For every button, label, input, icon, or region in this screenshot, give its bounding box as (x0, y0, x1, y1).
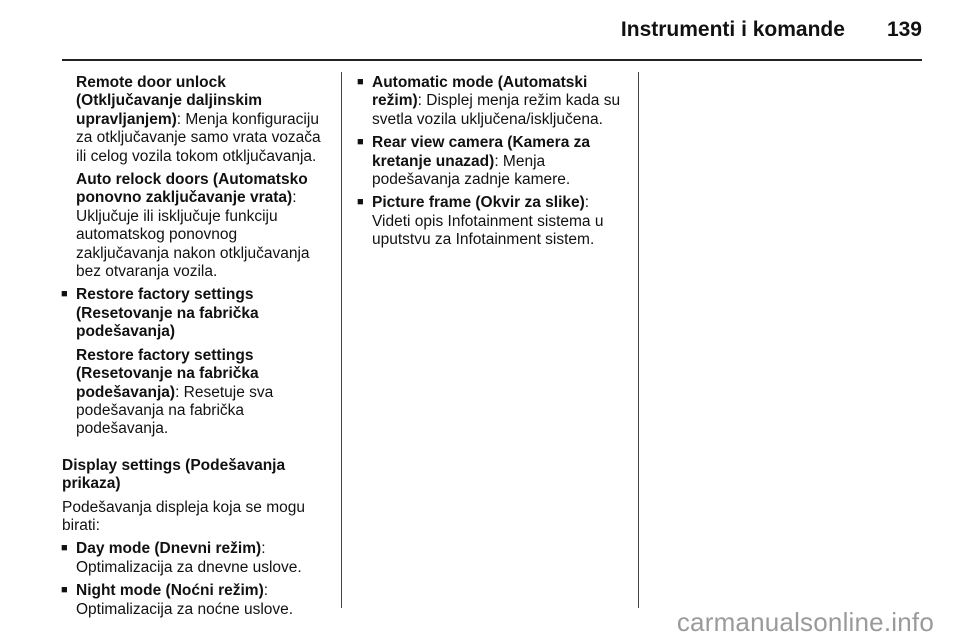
term-automatic-mode: Automatic mode (Automatski režim) (372, 74, 588, 110)
display-settings-intro: Podešavanja displeja koja se mogu birati: (62, 498, 305, 534)
page-number: 139 (886, 18, 922, 41)
desc-automatic-mode: : Displej menja režim kada su svetla vozila uključena/isključena. (372, 92, 621, 128)
term-day-mode: Day mode (Dnevni režim) (76, 540, 262, 558)
term-restore-factory: Restore factory settings (Resetovanje na fabrička podešavanja) (76, 346, 259, 401)
column-right (358, 74, 630, 255)
header-rule (62, 59, 922, 61)
term-night-mode: Night mode (Noćni režim) (76, 582, 264, 600)
item-restore-factory (62, 347, 330, 439)
page-header (621, 18, 922, 42)
desc-day-mode: : Optimalizacija za dnevne uslove. (76, 540, 302, 576)
bullet-automatic-mode (358, 74, 630, 129)
term-rear-view-camera: Rear view camera (Kamera za kretanje unazad) (372, 134, 590, 170)
bullet-day-mode (62, 540, 330, 577)
item-remote-door-unlock (62, 74, 330, 166)
term-picture-frame: Picture frame (Okvir za slike) (372, 194, 585, 212)
header-title: Instrumenti i komande (620, 18, 845, 41)
desc-auto-relock: : Uključuje ili isključuje funkciju automatskog ponovnog zaključavanja nakon otključavanja bez otvaranja vozila. (76, 189, 310, 281)
desc-remote-door-unlock: : Menja konfiguraciju za otključavanje samo vrata vozača ili celog vozila tokom otključavanja. (76, 110, 321, 165)
desc-night-mode: : Optimalizacija za noćne uslove. (76, 582, 294, 618)
desc-rear-view-camera: : Menja podešavanja zadnje kamere. (372, 152, 571, 189)
column-divider-1 (341, 72, 342, 608)
bullet-picture-frame (358, 194, 630, 249)
display-settings-heading: Display settings (Podešavanja prikaza) (62, 456, 286, 493)
term-auto-relock: Auto relock doors (Automatsko ponovno zaključavanje vrata) (76, 171, 308, 207)
bullet-rear-view-camera (358, 134, 630, 189)
desc-picture-frame: : Videti opis Infotainment sistema u uputstvu za Infotainment sistem. (372, 194, 604, 249)
term-remote-door-unlock: Remote door unlock (Otključavanje daljinskim upravljanjem) (76, 74, 263, 128)
desc-restore-factory: : Resetuje sva podešavanja na fabrička podešavanja. (76, 383, 274, 438)
bullet-night-mode (62, 582, 330, 619)
column-divider-2 (638, 72, 639, 608)
column-left (62, 74, 330, 624)
bullet-restore-factory: ■ Restore factory settings (Resetovanje na fabrička podešavanja) (62, 286, 330, 341)
watermark: carmanualsonline.info (676, 607, 934, 637)
item-auto-relock (62, 171, 330, 281)
